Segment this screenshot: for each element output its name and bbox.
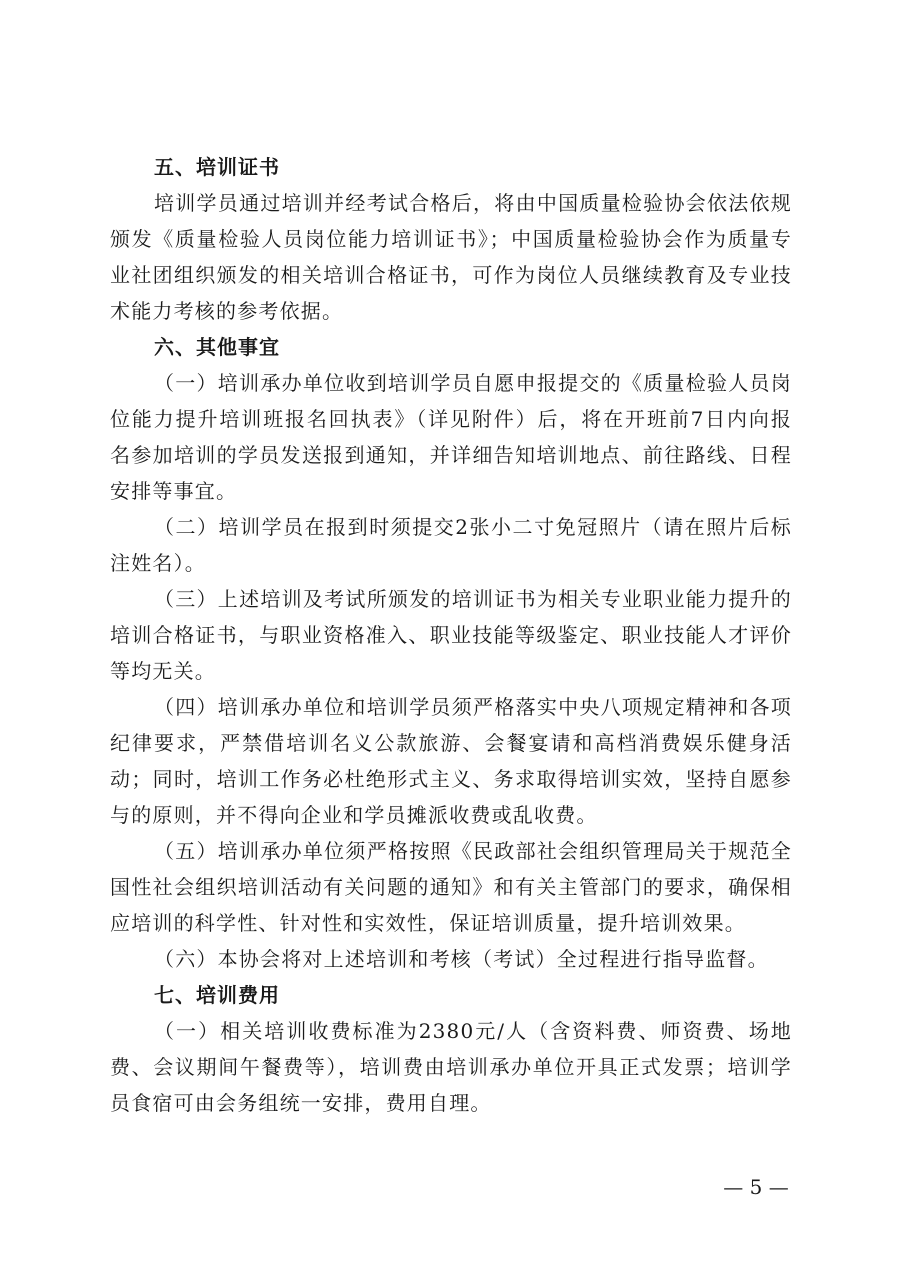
paragraph: （一）相关培训收费标准为2380元/人（含资料费、师资费、场地费、会议期间午餐费等），培训费由培训承办单位开具正式发票；培训学员食宿可由会务组统一安排，费用自理。	[110, 1019, 792, 1115]
paragraph: （三）上述培训及考试所颁发的培训证书为相关专业职业能力提升的培训合格证书，与职业资格准入、职业技能等级鉴定、职业技能人才评价等均无关。	[110, 587, 792, 683]
section-training-fee	[110, 977, 792, 1121]
section-heading: 五、培训证书	[154, 155, 280, 179]
document-body	[110, 149, 792, 1121]
paragraph: （六）本协会将对上述培训和考核（考试）全过程进行指导监督。	[154, 947, 769, 971]
section-certificate	[110, 149, 792, 329]
paragraph: （一）培训承办单位收到培训学员自愿申报提交的《质量检验人员岗位能力提升培训班报名回执表》（详见附件）后，将在开班前7日内向报名参加培训的学员发送报到通知，并详细告知培训地点、前往路线、日程安排等事宜。	[110, 371, 792, 503]
paragraph: （五）培训承办单位须严格按照《民政部社会组织管理局关于规范全国性社会组织培训活动有关问题的通知》和有关主管部门的要求，确保相应培训的科学性、针对性和实效性，保证培训质量，提升培训效果。	[110, 839, 792, 935]
paragraph: （四）培训承办单位和培训学员须严格落实中央八项规定精神和各项纪律要求，严禁借培训名义公款旅游、会餐宴请和高档消费娱乐健身活动；同时，培训工作务必杜绝形式主义、务求取得培训实效，坚持自愿参与的原则，并不得向企业和学员摊派收费或乱收费。	[110, 695, 792, 827]
paragraph: （二）培训学员在报到时须提交2张小二寸免冠照片（请在照片后标注姓名）。	[110, 515, 792, 575]
page-number: — 5 —	[723, 1175, 789, 1199]
section-heading: 六、其他事宜	[154, 335, 280, 359]
section-other-matters	[110, 329, 792, 977]
section-heading: 七、培训费用	[154, 983, 280, 1007]
paragraph: 培训学员通过培训并经考试合格后，将由中国质量检验协会依法依规颁发《质量检验人员岗位能力培训证书》；中国质量检验协会作为质量专业社团组织颁发的相关培训合格证书，可作为岗位人员继续教育及专业技术能力考核的参考依据。	[110, 191, 792, 323]
